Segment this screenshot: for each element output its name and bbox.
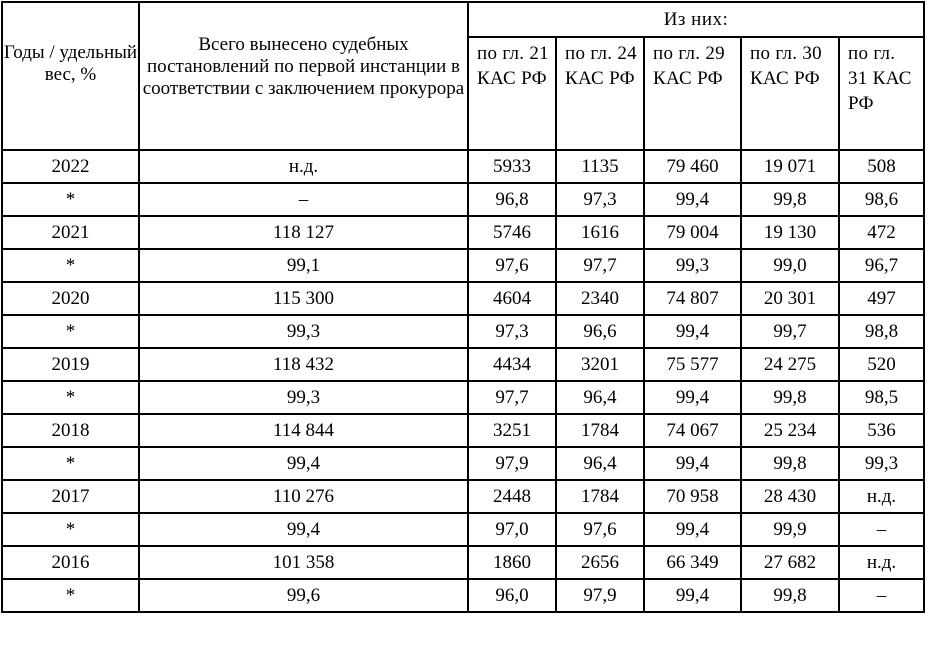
- cell-ch30: 25 234: [741, 414, 839, 447]
- cell-total: н.д.: [139, 150, 468, 183]
- cell-ch21: 4604: [468, 282, 556, 315]
- table-row: [2, 447, 924, 480]
- cell-ch29: 99,4: [644, 381, 741, 414]
- cell-ch24: 1135: [556, 150, 644, 183]
- cell-ch31: н.д.: [839, 546, 924, 579]
- table-row: [2, 315, 924, 348]
- cell-ch21: 4434: [468, 348, 556, 381]
- cell-total: 99,3: [139, 381, 468, 414]
- table-row: [2, 480, 924, 513]
- cell-ch24: 2656: [556, 546, 644, 579]
- cell-ch29: 99,4: [644, 447, 741, 480]
- header-ch24: по гл. 24 КАС РФ: [556, 37, 644, 150]
- cell-ch21: 97,0: [468, 513, 556, 546]
- cell-ch31: –: [839, 513, 924, 546]
- cell-ch30: 99,9: [741, 513, 839, 546]
- cell-ch21: 97,3: [468, 315, 556, 348]
- cell-year: 2020: [2, 282, 139, 315]
- cell-ch29: 99,4: [644, 579, 741, 612]
- cell-ch29: 75 577: [644, 348, 741, 381]
- cell-ch21: 2448: [468, 480, 556, 513]
- cell-ch24: 1616: [556, 216, 644, 249]
- cell-total: 99,3: [139, 315, 468, 348]
- cell-ch30: 24 275: [741, 348, 839, 381]
- cell-year: *: [2, 579, 139, 612]
- cell-ch24: 1784: [556, 480, 644, 513]
- cell-total: 110 276: [139, 480, 468, 513]
- cell-year: *: [2, 381, 139, 414]
- table-row: [2, 216, 924, 249]
- cell-ch21: 96,8: [468, 183, 556, 216]
- cell-ch29: 99,4: [644, 513, 741, 546]
- table-row: [2, 381, 924, 414]
- cell-year: 2016: [2, 546, 139, 579]
- cell-ch31: –: [839, 579, 924, 612]
- cell-year: 2021: [2, 216, 139, 249]
- cell-ch31: 497: [839, 282, 924, 315]
- cell-ch31: 508: [839, 150, 924, 183]
- cell-total: 99,4: [139, 513, 468, 546]
- cell-ch29: 74 067: [644, 414, 741, 447]
- cell-ch30: 99,8: [741, 447, 839, 480]
- header-ch29: по гл. 29 КАС РФ: [644, 37, 741, 150]
- table-body: [2, 150, 924, 612]
- cell-ch31: 472: [839, 216, 924, 249]
- cell-total: 118 432: [139, 348, 468, 381]
- cell-ch29: 79 004: [644, 216, 741, 249]
- cell-ch29: 99,3: [644, 249, 741, 282]
- cell-ch30: 19 130: [741, 216, 839, 249]
- cell-ch24: 96,4: [556, 447, 644, 480]
- table-row: [2, 513, 924, 546]
- table-row: [2, 348, 924, 381]
- table-row: [2, 183, 924, 216]
- cell-total: 118 127: [139, 216, 468, 249]
- header-group: Из них:: [468, 2, 924, 37]
- table-row: [2, 546, 924, 579]
- cell-ch21: 5746: [468, 216, 556, 249]
- cell-ch24: 2340: [556, 282, 644, 315]
- cell-ch21: 96,0: [468, 579, 556, 612]
- cell-ch24: 97,3: [556, 183, 644, 216]
- header-ch31: по гл. 31 КАС РФ: [839, 37, 924, 150]
- cell-year: 2018: [2, 414, 139, 447]
- cell-ch30: 99,7: [741, 315, 839, 348]
- cell-ch31: н.д.: [839, 480, 924, 513]
- header-row-top: [2, 2, 924, 37]
- table-row: [2, 150, 924, 183]
- cell-total: 114 844: [139, 414, 468, 447]
- cell-ch31: 98,6: [839, 183, 924, 216]
- cell-ch21: 97,6: [468, 249, 556, 282]
- cell-ch21: 5933: [468, 150, 556, 183]
- cell-ch30: 19 071: [741, 150, 839, 183]
- header-years: Годы / удельный вес, %: [2, 2, 139, 150]
- cell-ch29: 79 460: [644, 150, 741, 183]
- cell-year: 2022: [2, 150, 139, 183]
- cell-total: 99,6: [139, 579, 468, 612]
- cell-ch24: 97,7: [556, 249, 644, 282]
- cell-ch29: 99,4: [644, 315, 741, 348]
- cell-ch30: 20 301: [741, 282, 839, 315]
- cell-ch31: 99,3: [839, 447, 924, 480]
- table-row: [2, 282, 924, 315]
- header-ch30: по гл. 30 КАС РФ: [741, 37, 839, 150]
- court-decisions-table: [1, 1, 925, 613]
- cell-ch30: 27 682: [741, 546, 839, 579]
- cell-ch21: 3251: [468, 414, 556, 447]
- cell-ch31: 98,5: [839, 381, 924, 414]
- cell-ch29: 66 349: [644, 546, 741, 579]
- cell-ch29: 74 807: [644, 282, 741, 315]
- cell-ch30: 99,8: [741, 579, 839, 612]
- cell-year: *: [2, 315, 139, 348]
- cell-year: *: [2, 183, 139, 216]
- table-row: [2, 579, 924, 612]
- table-row: [2, 414, 924, 447]
- cell-ch21: 97,7: [468, 381, 556, 414]
- cell-ch24: 96,6: [556, 315, 644, 348]
- header-ch21: по гл. 21 КАС РФ: [468, 37, 556, 150]
- cell-ch21: 1860: [468, 546, 556, 579]
- cell-year: *: [2, 447, 139, 480]
- cell-ch24: 96,4: [556, 381, 644, 414]
- cell-ch24: 1784: [556, 414, 644, 447]
- cell-ch24: 3201: [556, 348, 644, 381]
- cell-ch30: 99,8: [741, 381, 839, 414]
- cell-ch24: 97,9: [556, 579, 644, 612]
- cell-ch29: 70 958: [644, 480, 741, 513]
- cell-ch29: 99,4: [644, 183, 741, 216]
- cell-ch30: 99,8: [741, 183, 839, 216]
- cell-total: –: [139, 183, 468, 216]
- cell-year: 2017: [2, 480, 139, 513]
- cell-ch31: 536: [839, 414, 924, 447]
- cell-ch31: 520: [839, 348, 924, 381]
- cell-ch31: 98,8: [839, 315, 924, 348]
- cell-ch30: 99,0: [741, 249, 839, 282]
- cell-ch30: 28 430: [741, 480, 839, 513]
- cell-total: 115 300: [139, 282, 468, 315]
- cell-year: *: [2, 249, 139, 282]
- cell-total: 99,4: [139, 447, 468, 480]
- cell-ch31: 96,7: [839, 249, 924, 282]
- cell-ch21: 97,9: [468, 447, 556, 480]
- cell-year: 2019: [2, 348, 139, 381]
- header-total: Всего вынесено судебных постановлений по первой инстанции в соответствии с заключением прокурора: [139, 2, 468, 150]
- cell-total: 99,1: [139, 249, 468, 282]
- cell-total: 101 358: [139, 546, 468, 579]
- cell-ch24: 97,6: [556, 513, 644, 546]
- table-row: [2, 249, 924, 282]
- cell-year: *: [2, 513, 139, 546]
